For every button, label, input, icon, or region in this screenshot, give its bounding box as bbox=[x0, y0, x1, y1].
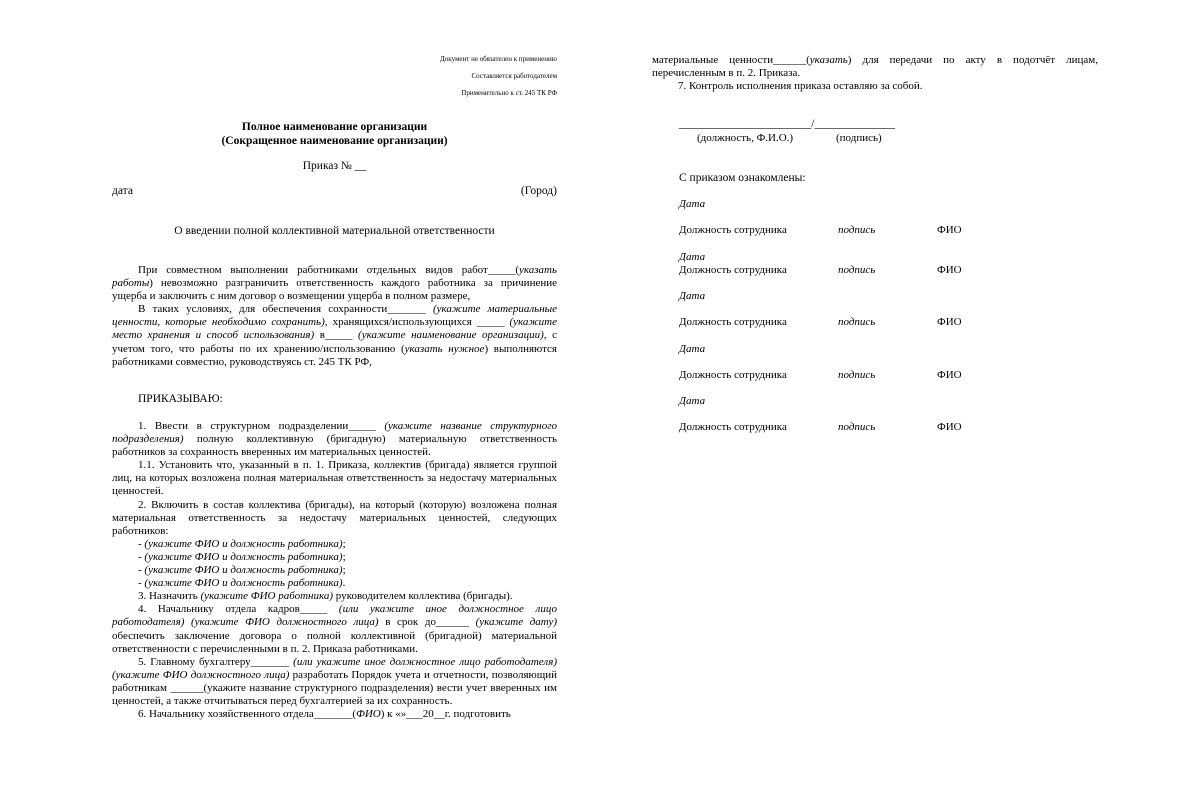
meta-article: Применительно к ст. 245 ТК РФ bbox=[461, 89, 557, 97]
ack-position: Должность сотрудника bbox=[679, 369, 787, 381]
right-page bbox=[652, 0, 1098, 800]
order-items bbox=[112, 420, 557, 721]
org-full-name: Полное наименование организации bbox=[241, 121, 428, 133]
ack-signature: подпись bbox=[838, 316, 876, 328]
order-number: Приказ № __ bbox=[302, 160, 367, 172]
date-city-row bbox=[112, 185, 557, 197]
ack-fio: ФИО bbox=[937, 421, 962, 433]
ack-fio: ФИО bbox=[937, 316, 962, 328]
preamble bbox=[112, 264, 557, 369]
item-7: 7. Контроль исполнения приказа оставляю за собой. bbox=[678, 80, 923, 93]
order-date: дата bbox=[112, 185, 133, 197]
ack-position: Должность сотрудника bbox=[679, 264, 787, 276]
order-city: (Город) bbox=[520, 185, 557, 197]
item-2: 2. Включить в состав коллектива (бригады), на который (которую) возложена полная материальная ответственность за недостачу материальных ценностей, следующих работников: bbox=[112, 498, 557, 537]
ack-position: Должность сотрудника bbox=[679, 421, 787, 433]
acknowledgement-title: С приказом ознакомлены: bbox=[679, 172, 806, 184]
ack-date-label: Дата bbox=[679, 290, 706, 302]
ack-signature: подпись bbox=[838, 421, 876, 433]
ack-date-label: Дата bbox=[679, 395, 706, 407]
ack-signature: подпись bbox=[838, 224, 876, 236]
item-3: 3. Назначить (укажите ФИО работника) руководителем коллектива (бригады). bbox=[138, 590, 513, 603]
signature-line: _______________________/______________ bbox=[679, 118, 895, 130]
ack-date-label: Дата bbox=[679, 198, 706, 210]
meta-not-mandatory: Документ не обязателен к применению bbox=[440, 55, 557, 63]
employee-dash-2: - (укажите ФИО и должность работника); bbox=[138, 550, 346, 563]
signature-position-label: (должность, Ф.И.О.) bbox=[697, 132, 794, 144]
item-1: 1. Ввести в структурном подразделении_____ (укажите название структурного подразделения) полную коллективную (бригадную) материальную ответственность работников за сохранность вверенных им материальных ценностей. bbox=[112, 420, 557, 459]
ack-fio: ФИО bbox=[937, 224, 962, 236]
order-items-continued bbox=[652, 54, 1098, 93]
preamble-paragraph-1: При совместном выполнении работниками отдельных видов работ_____(указать работы) невозможно разграничить ответственность каждого работника за причинение ущерба и заключить с ним договор о возмещении ущерба в полном размере, bbox=[112, 264, 557, 303]
org-name-block bbox=[112, 120, 557, 148]
employee-dash-3: - (укажите ФИО и должность работника); bbox=[138, 564, 346, 577]
ack-fio: ФИО bbox=[937, 369, 962, 381]
ack-position: Должность сотрудника bbox=[679, 224, 787, 236]
ack-position: Должность сотрудника bbox=[679, 316, 787, 328]
employee-dash-1: - (укажите ФИО и должность работника); bbox=[138, 537, 346, 550]
item-5: 5. Главному бухгалтеру_______ (или укажите иное должностное лицо работодателя) (укажите ФИО должностного лица) разработать Порядок учета и отчетности, позволяющий работникам ______(укажите название структурного подразделения) вести учет вверенных им ценностей, а также отчитываться перед бухгалтерией за их сохранность. bbox=[112, 655, 557, 707]
left-page bbox=[112, 0, 557, 800]
order-subject: О введении полной коллективной материальной ответственности bbox=[174, 225, 495, 237]
org-short-name: (Сокращенное наименование организации) bbox=[221, 135, 448, 147]
item-6-continued: материальные ценности______(указать) для передачи по акту в подотчёт лицам, перечисленным в п. 2. Приказа. bbox=[652, 54, 1098, 80]
order-word: ПРИКАЗЫВАЮ: bbox=[138, 393, 223, 405]
meta-compiled-by: Составляется работодателем bbox=[471, 72, 557, 80]
item-1-1: 1.1. Установить что, указанный в п. 1. Приказа, коллектив (бригада) является группой лиц, на которых возложена полная материальная ответственность за недостачу материальных ценностей. bbox=[112, 459, 557, 498]
item-4: 4. Начальнику отдела кадров_____ (или укажите иное должностное лицо работодателя) (укажите ФИО должностного лица) в срок до______ (укажите дату) обеспечить заключение договора о полной коллективной (бригадной) материальной ответственности с перечисленными в п. 2. Приказа работниками. bbox=[112, 603, 557, 655]
employee-dash-4: - (укажите ФИО и должность работника). bbox=[138, 577, 346, 590]
ack-date-label: Дата bbox=[679, 251, 706, 263]
signature-sign-label: (подпись) bbox=[836, 132, 882, 144]
ack-fio: ФИО bbox=[937, 264, 962, 276]
ack-signature: подпись bbox=[838, 264, 876, 276]
ack-date-label: Дата bbox=[679, 343, 706, 355]
item-6: 6. Начальнику хозяйственного отдела_______(ФИО) к «»___20__г. подготовить bbox=[138, 708, 511, 721]
signature-labels bbox=[697, 132, 882, 144]
ack-signature: подпись bbox=[838, 369, 876, 381]
preamble-paragraph-2: В таких условиях, для обеспечения сохранности_______ (укажите материальные ценности, которые необходимо сохранить), хранящихся/использующихся _____ (укажите место хранения и способ использования) в_____ (укажите наименование организации), с учетом того, что работы по их хранению/использованию (указать нужное) выполняются работниками совместно, руководствуясь ст. 245 ТК РФ, bbox=[112, 303, 557, 368]
